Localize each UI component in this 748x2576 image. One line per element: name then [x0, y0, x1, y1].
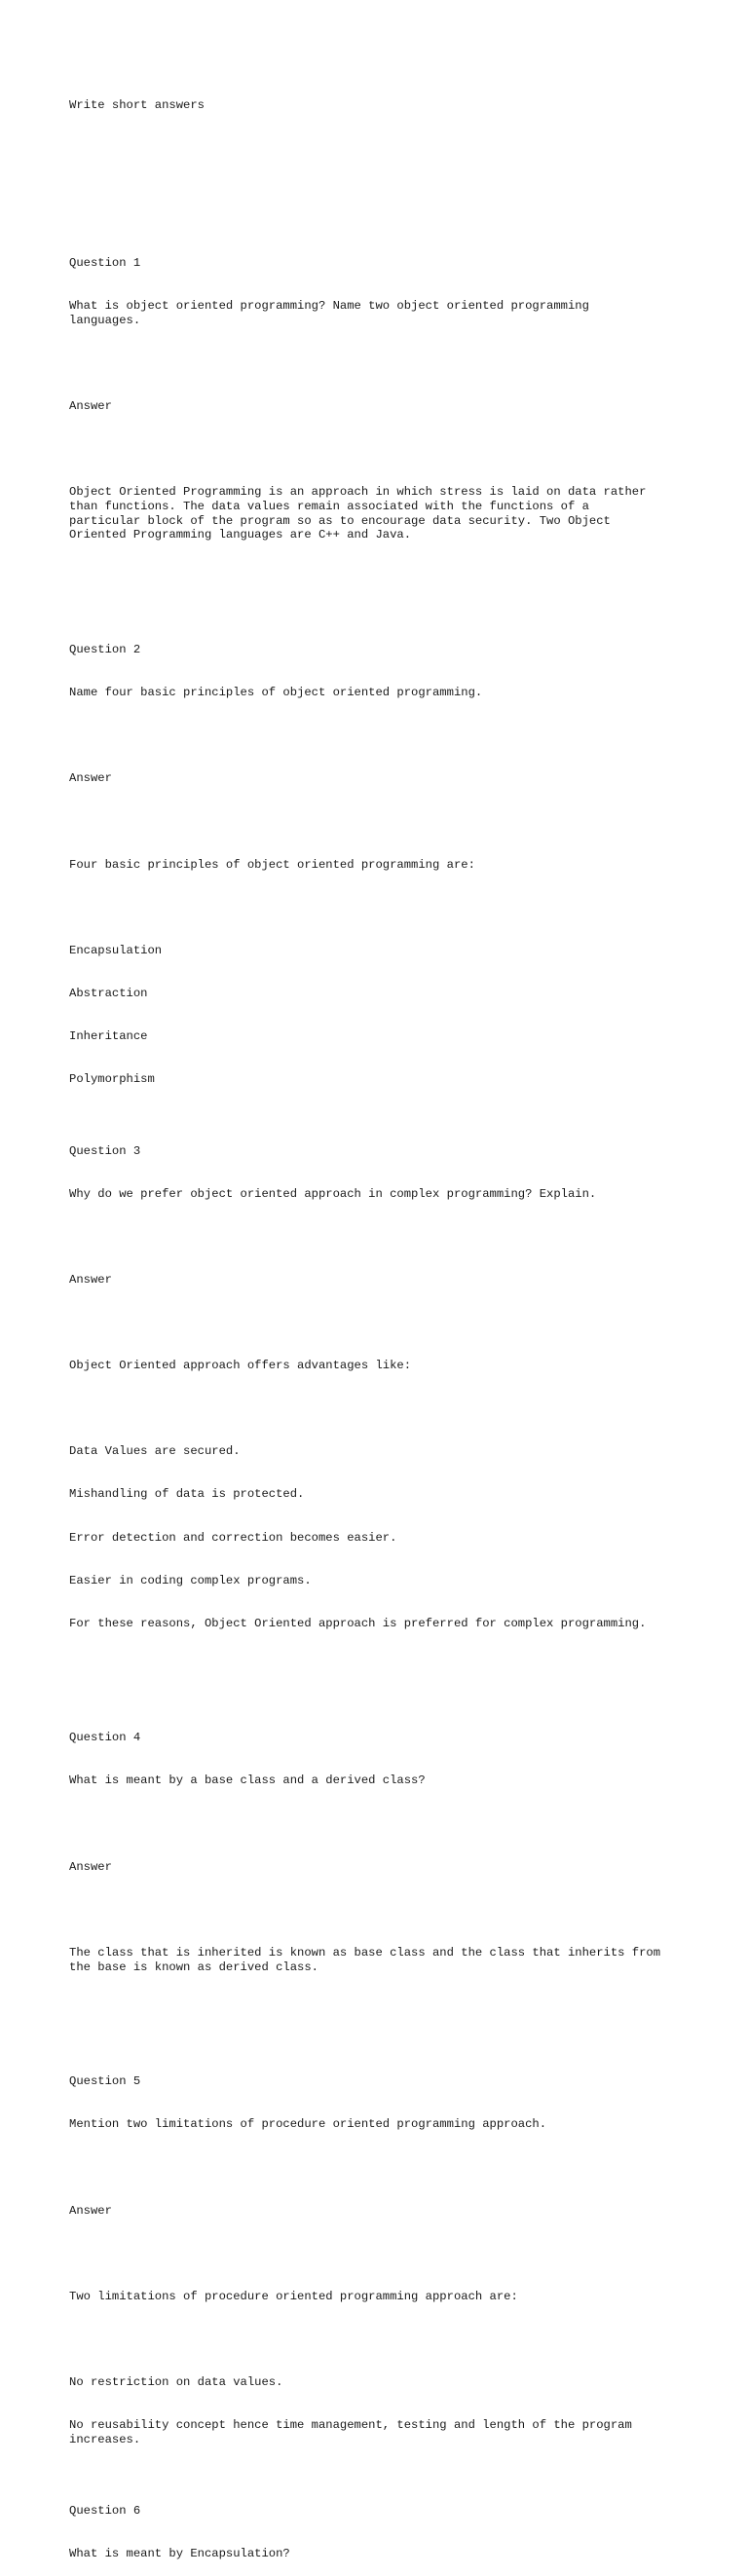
list-item: Data Values are secured.: [69, 1444, 241, 1459]
answer-3-label: Answer: [69, 1272, 112, 1287]
question-4-label: Question 4: [69, 1731, 141, 1745]
question-6-label: Question 6: [69, 2504, 141, 2519]
list-item: Abstraction: [69, 986, 148, 1000]
question-2-text: Name four basic principles of object oriented programming.: [69, 686, 483, 700]
question-5-label: Question 5: [69, 2074, 141, 2089]
list-item: Encapsulation: [69, 943, 163, 957]
answer-3-intro: Object Oriented approach offers advantages like:: [69, 1359, 412, 1373]
question-1-text: What is object oriented programming? Name two object oriented programming languages.: [69, 299, 589, 327]
question-3-label: Question 3: [69, 1143, 141, 1158]
list-item: Polymorphism: [69, 1072, 155, 1087]
list-item: For these reasons, Object Oriented approach is preferred for complex programming.: [69, 1616, 647, 1630]
answer-4-label: Answer: [69, 1859, 112, 1874]
question-4-text: What is meant by a base class and a derived class?: [69, 1773, 426, 1788]
answer-4-text: The class that is inherited is known as base class and the class that inherits from the base is known as derived class.: [69, 1945, 661, 1974]
list-item: Inheritance: [69, 1028, 148, 1043]
list-item: No restriction on data values.: [69, 2374, 283, 2389]
document-page: [69, 70, 712, 2576]
answer-1-text: Object Oriented Programming is an approach in which stress is laid on data rather than functions. The data values remain associated with the functions of a particular block of the program so as to encourage data security. Two Object Oriented Programming languages are C++ and Java.: [69, 485, 647, 542]
list-item: No reusability concept hence time management, testing and length of the program increases.: [69, 2418, 632, 2446]
question-6-text: What is meant by Encapsulation?: [69, 2547, 290, 2561]
page-heading: Write short answers: [69, 98, 205, 113]
answer-1-label: Answer: [69, 399, 112, 414]
list-item: Error detection and correction becomes easier.: [69, 1530, 397, 1545]
list-item: Easier in coding complex programs.: [69, 1573, 312, 1587]
answer-5-intro: Two limitations of procedure oriented programming approach are:: [69, 2289, 518, 2303]
question-2-label: Question 2: [69, 643, 141, 657]
answer-2-intro: Four basic principles of object oriented programming are:: [69, 857, 475, 872]
question-1-label: Question 1: [69, 256, 141, 271]
question-5-text: Mention two limitations of procedure oriented programming approach.: [69, 2117, 547, 2132]
answer-5-label: Answer: [69, 2203, 112, 2218]
list-item: Mishandling of data is protected.: [69, 1487, 305, 1502]
answer-2-label: Answer: [69, 771, 112, 786]
question-3-text: Why do we prefer object oriented approach in complex programming? Explain.: [69, 1186, 597, 1201]
